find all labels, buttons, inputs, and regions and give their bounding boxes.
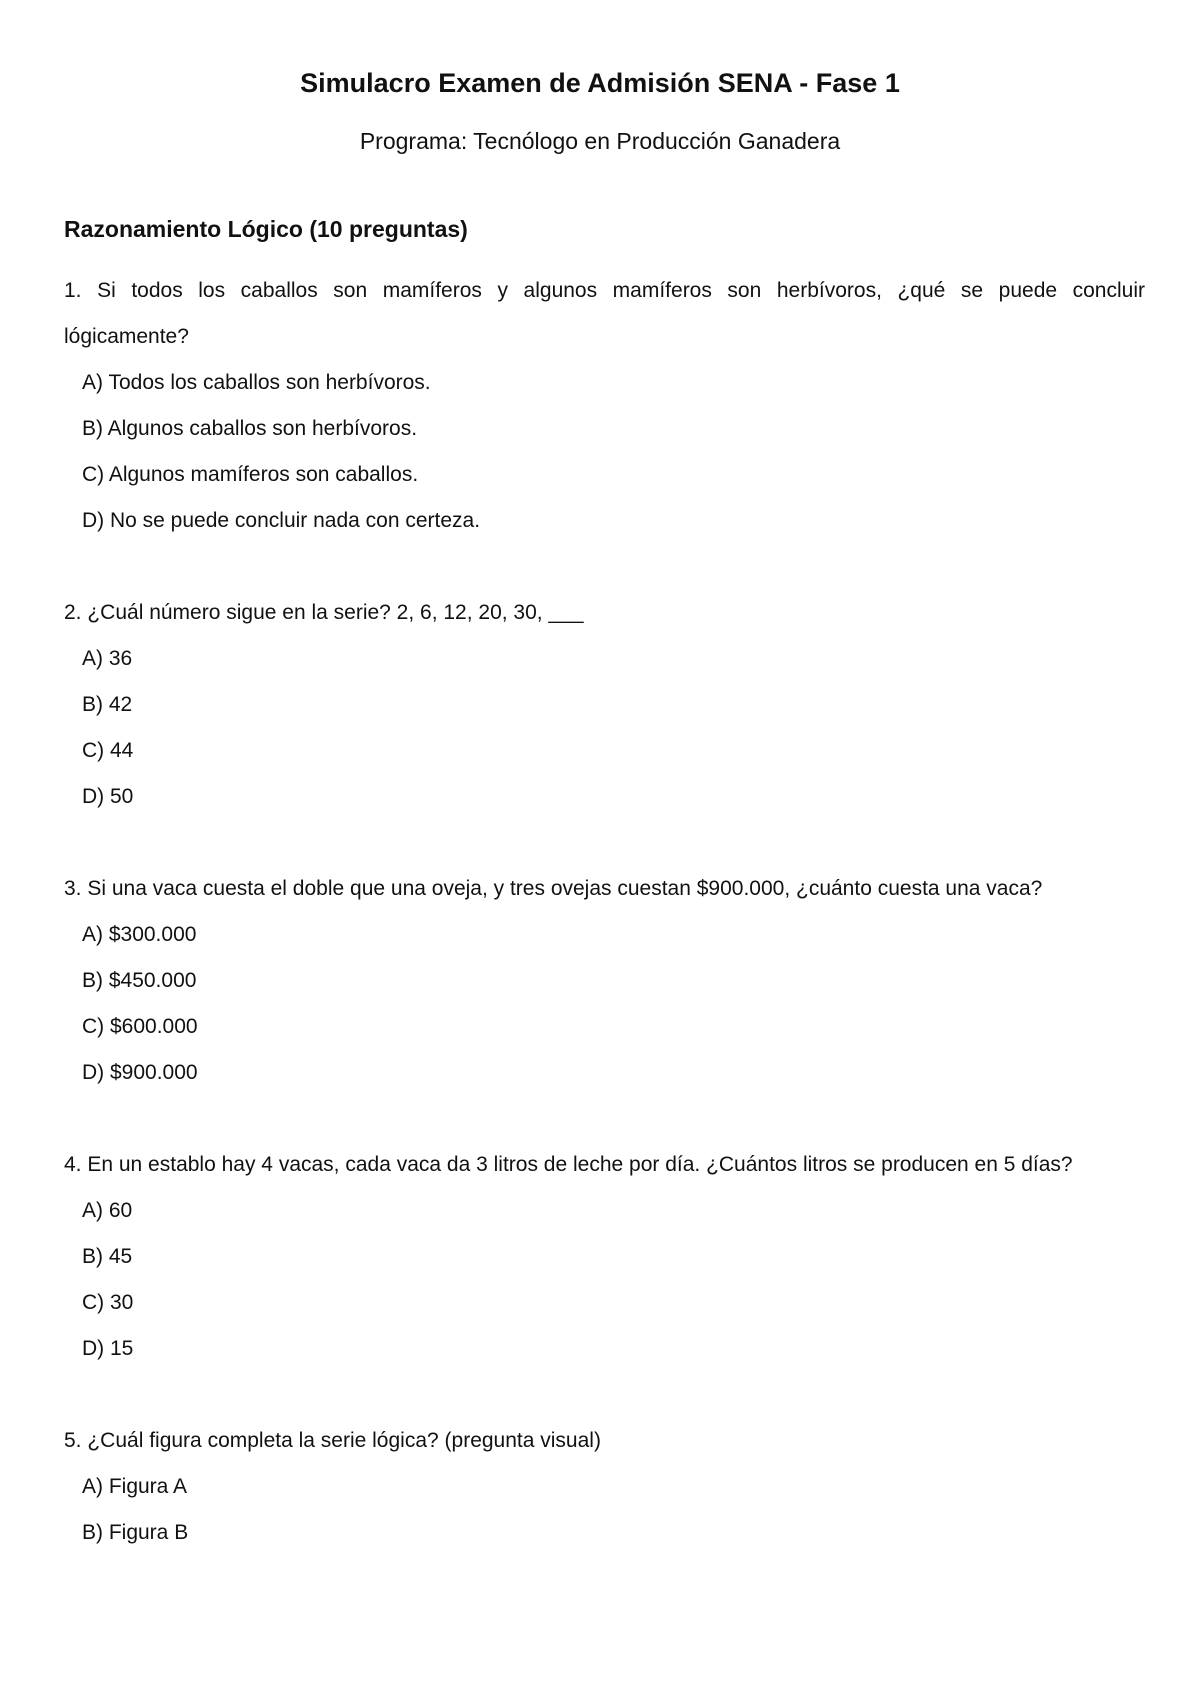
question-3-option-b: B) $450.000: [82, 969, 197, 992]
question-5-text: 5. ¿Cuál figura completa la serie lógica? (pregunta visual): [64, 1429, 601, 1452]
question-1-option-a: A) Todos los caballos son herbívoros.: [82, 371, 431, 394]
question-1-text-continued: lógicamente?: [64, 325, 189, 348]
question-2-text: 2. ¿Cuál número sigue en la serie? 2, 6, 12, 20, 30, ___: [64, 601, 584, 624]
question-5-option-a: A) Figura A: [82, 1475, 188, 1498]
question-4-option-d: D) 15: [82, 1337, 134, 1360]
question-5-option-b: B) Figura B: [82, 1521, 189, 1544]
question-2-option-d: D) 50: [82, 785, 134, 808]
question-4-option-c: C) 30: [82, 1291, 134, 1314]
question-4-text: 4. En un establo hay 4 vacas, cada vaca da 3 litros de leche por día. ¿Cuántos litros se producen en 5 días?: [64, 1153, 1073, 1176]
question-2-option-c: C) 44: [82, 739, 134, 762]
question-2-option-a: A) 36: [82, 647, 133, 670]
question-1-text: 1. Si todos los caballos son mamíferos y algunos mamíferos son herbívoros, ¿qué se puede concluir: [64, 279, 1145, 302]
question-2-option-b: B) 42: [82, 693, 133, 716]
question-1-option-c: C) Algunos mamíferos son caballos.: [82, 463, 419, 486]
question-4-option-b: B) 45: [82, 1245, 133, 1268]
document-subtitle: Programa: Tecnólogo en Producción Ganadera: [359, 128, 841, 154]
question-1-option-b: B) Algunos caballos son herbívoros.: [82, 417, 418, 440]
question-3-text: 3. Si una vaca cuesta el doble que una oveja, y tres ovejas cuestan $900.000, ¿cuánto cuesta una vaca?: [64, 877, 1043, 900]
question-3-option-a: A) $300.000: [82, 923, 197, 946]
section-heading: Razonamiento Lógico (10 preguntas): [64, 216, 468, 242]
question-3-option-d: D) $900.000: [82, 1061, 198, 1084]
question-4-option-a: A) 60: [82, 1199, 133, 1222]
question-3-option-c: C) $600.000: [82, 1015, 198, 1038]
document-title: Simulacro Examen de Admisión SENA - Fase 1: [300, 68, 900, 98]
question-1-option-d: D) No se puede concluir nada con certeza.: [82, 509, 481, 532]
